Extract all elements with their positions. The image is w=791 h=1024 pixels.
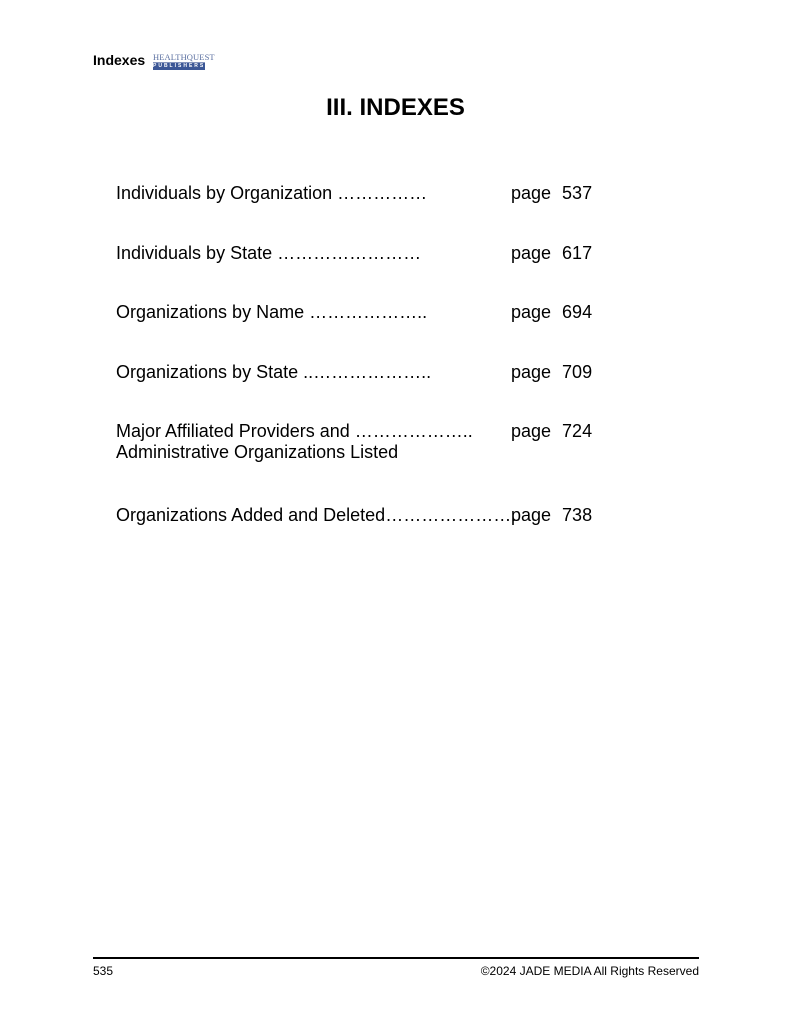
toc-entry-page: page 537 <box>511 183 593 203</box>
toc-entry-page: page 617 <box>511 243 593 263</box>
section-label: Indexes <box>93 52 146 68</box>
page-title: III. INDEXES <box>326 94 465 121</box>
toc-entry-title: Organizations by Name ……………….. <box>116 302 428 322</box>
toc-entry-page: page 709 <box>511 362 593 382</box>
footer-divider <box>93 957 699 959</box>
toc-entry-title-continued: Administrative Organizations Listed <box>116 442 399 462</box>
toc-entry-page: page 694 <box>511 302 593 322</box>
logo-bottom-text: PUBLISHERS <box>153 63 206 69</box>
logo-top-text: HEALTHQUEST <box>153 52 215 62</box>
toc-entry-page: page 724 <box>511 421 593 441</box>
footer-page-number: 535 <box>93 964 114 978</box>
toc-entry-title: Major Affiliated Providers and ……………….. <box>116 421 473 441</box>
toc-entry-title: Individuals by State …………………… <box>116 243 422 263</box>
toc-entry-title: Individuals by Organization …………… <box>116 183 428 203</box>
footer-copyright: ©2024 JADE MEDIA All Rights Reserved <box>480 964 699 978</box>
publisher-logo <box>153 52 215 71</box>
toc-entry-page: page 738 <box>511 505 593 525</box>
toc-entry-title: Organizations Added and Deleted…………………. <box>116 505 517 525</box>
toc-entry-title: Organizations by State ..……………….. <box>116 362 432 382</box>
